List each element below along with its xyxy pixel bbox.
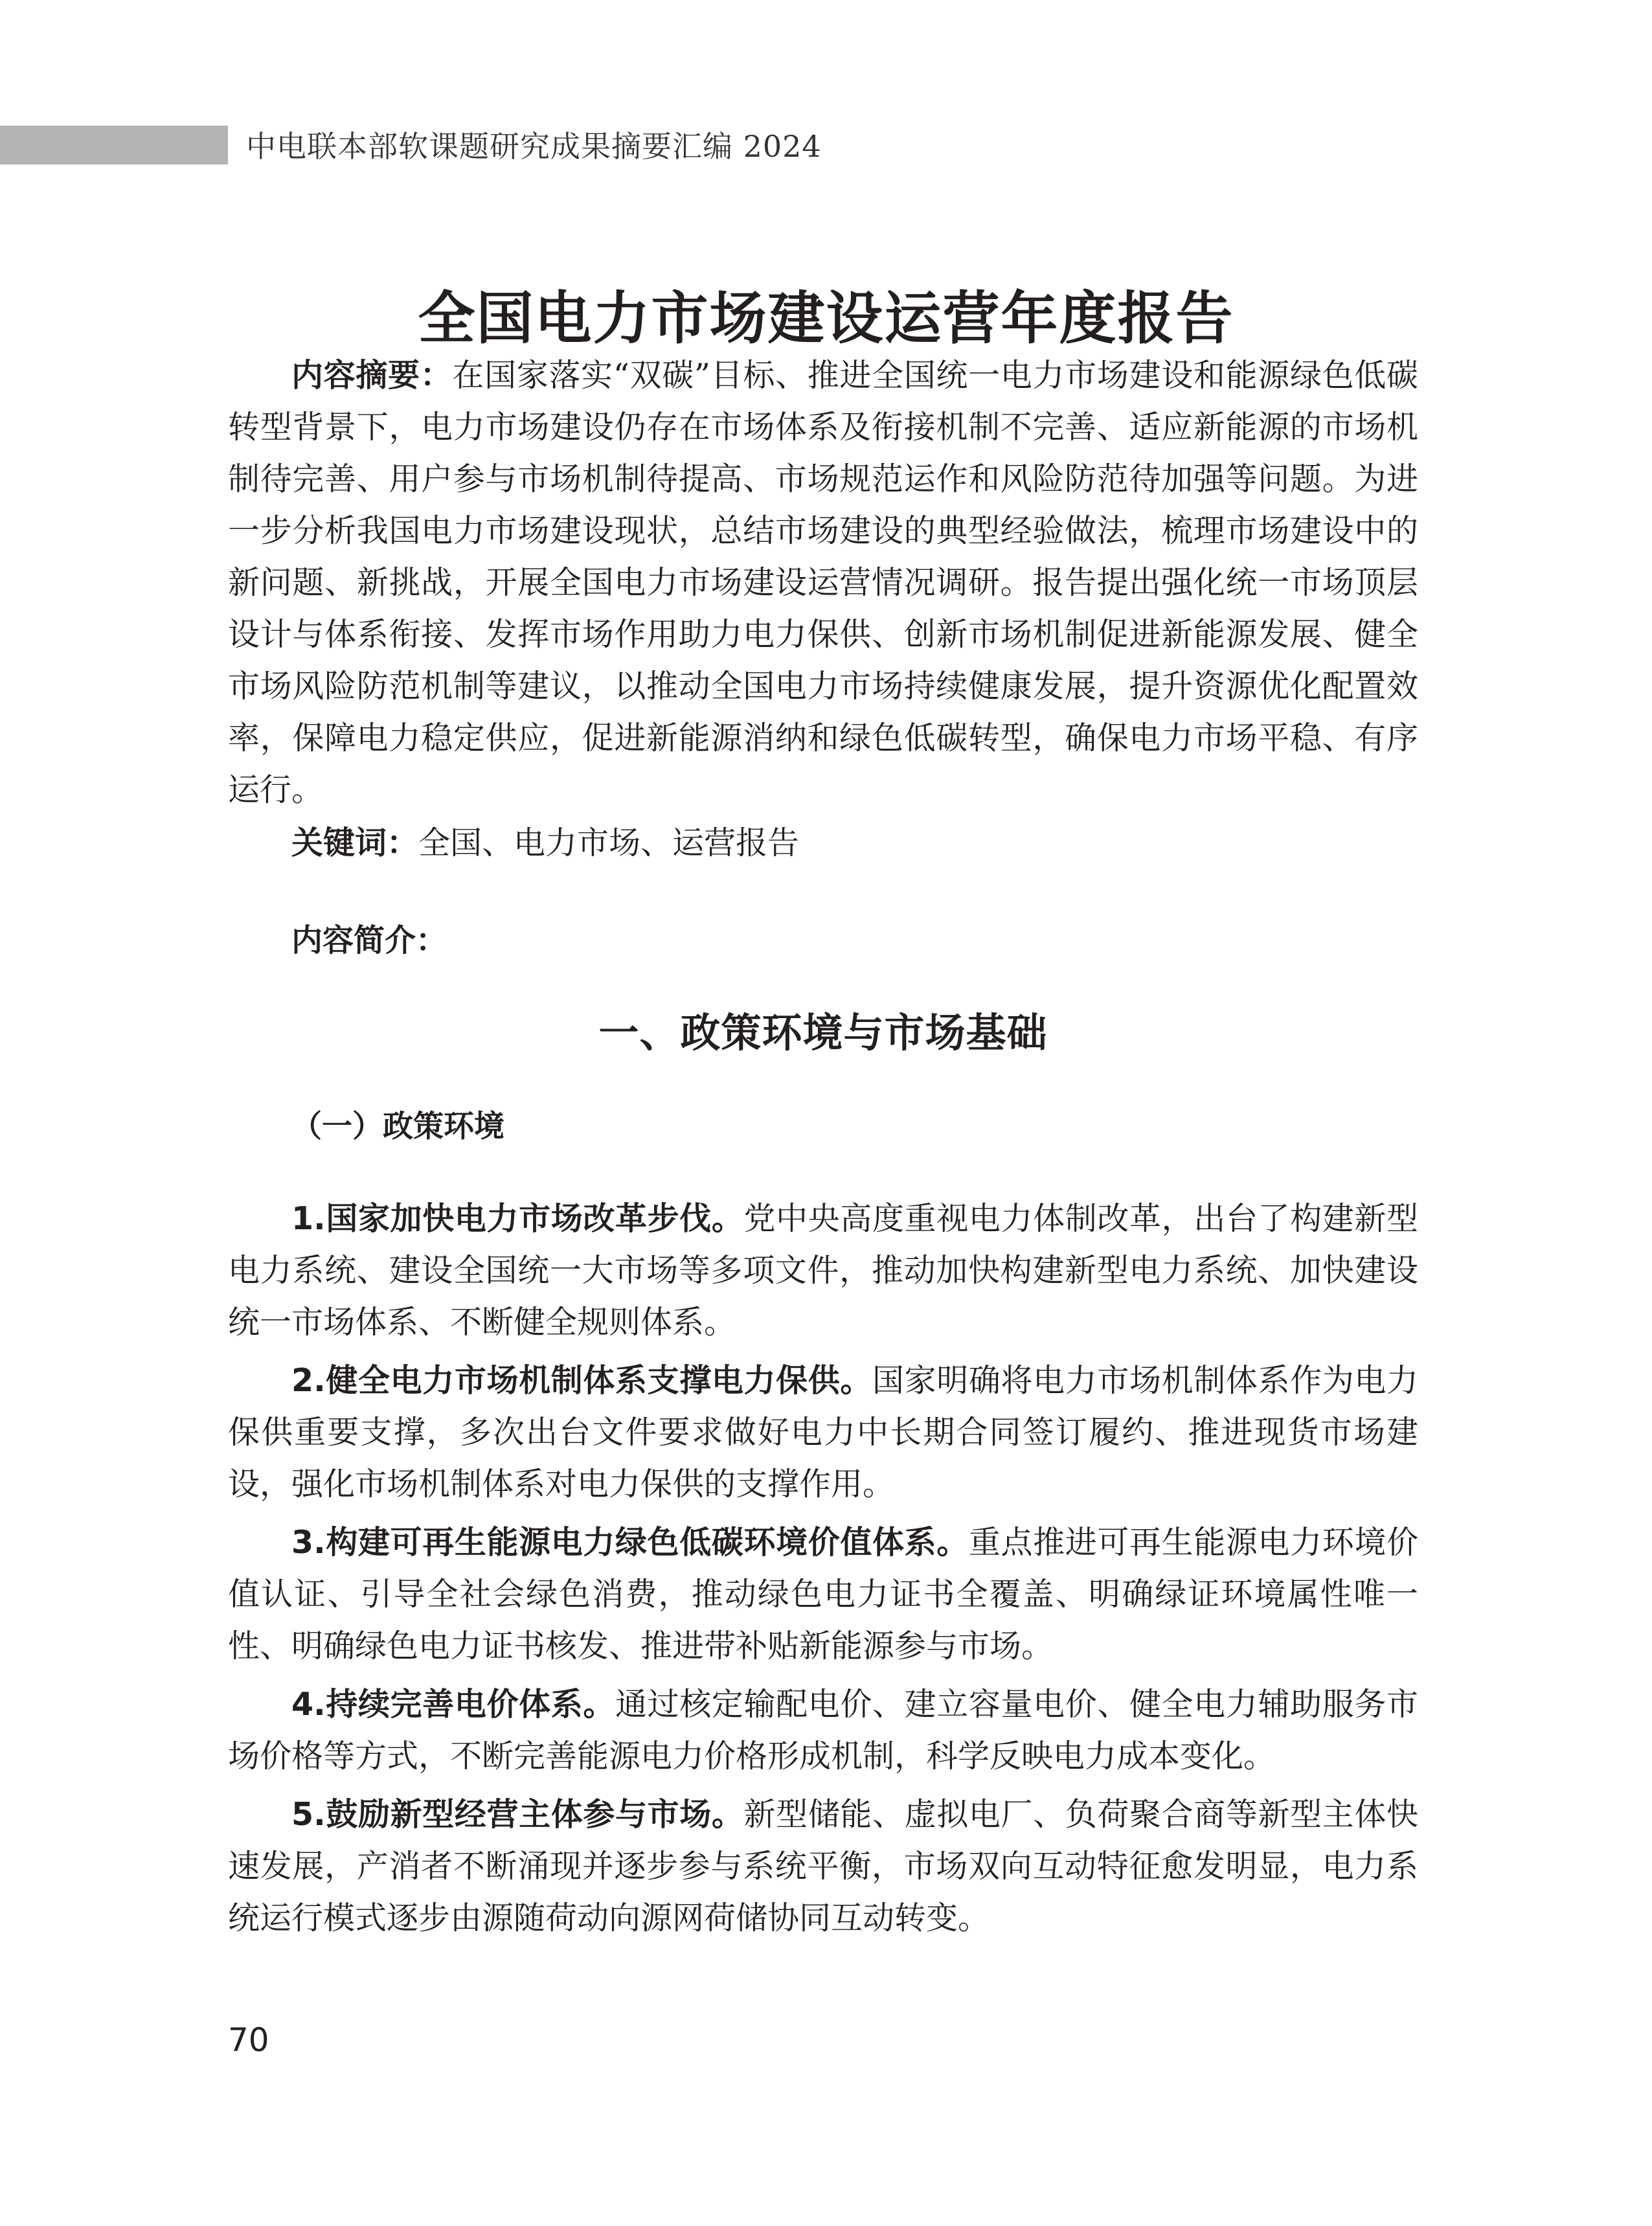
policy-item-text: 国家明确将电力市场机制体系作为电力保供重要支撑，多次出台文件要求做好电力中长期合同签订履约、推进现货市场建设，强化市场机制体系对电力保供的支撑作用。 <box>228 1362 1418 1503</box>
keywords-text: 全国、电力市场、运营报告 <box>418 824 800 861</box>
policy-item-2 <box>228 1355 1418 1510</box>
policy-item-3 <box>228 1517 1418 1672</box>
page-number: 70 <box>228 2021 269 2059</box>
running-header: 中电联本部软课题研究成果摘要汇编 2024 <box>246 129 822 164</box>
policy-item-4 <box>228 1679 1418 1782</box>
keywords-label: 关键词： <box>291 824 419 861</box>
policy-item-lead: 1.国家加快电力市场改革步伐。 <box>291 1200 744 1237</box>
section-heading: 一、政策环境与市场基础 <box>598 1009 1048 1056</box>
content-body <box>228 350 1418 1951</box>
policy-item-lead: 4.持续完善电价体系。 <box>291 1686 615 1723</box>
page-title: 全国电力市场建设运营年度报告 <box>418 284 1234 352</box>
policy-item-lead: 5.鼓励新型经营主体参与市场。 <box>291 1796 744 1833</box>
policy-item-lead: 3.构建可再生能源电力绿色低碳环境价值体系。 <box>291 1524 969 1561</box>
policy-items <box>228 1193 1418 1944</box>
abstract-text: 在国家落实“双碳”目标、推进全国统一电力市场建设和能源绿色低碳转型背景下，电力市场建设仍存在市场体系及衔接机制不完善、适应新能源的市场机制待完善、用户参与市场机制待提高、市场规范运作和风险防范待加强等问题。为进一步分析我国电力市场建设现状，总结市场建设的典型经验做法，梳理市场建设中的新问题、新挑战，开展全国电力市场建设运营情况调研。报告提出强化统一市场顶层设计与体系衔接、发挥市场作用助力电力保供、创新市场机制促进新能源发展、健全市场风险防范机制等建议，以推动全国电力市场持续健康发展，提升资源优化配置效率，保障电力稳定供应，促进新能源消纳和绿色低碳转型，确保电力市场平稳、有序运行。 <box>228 357 1418 808</box>
policy-item-text: 新型储能、虚拟电厂、负荷聚合商等新型主体快速发展，产消者不断涌现并逐步参与系统平衡，市场双向互动特征愈发明显，电力系统运行模式逐步由源随荷动向源网荷储协同互动转变。 <box>228 1796 1418 1936</box>
policy-item-text: 党中央高度重视电力体制改革，出台了构建新型电力系统、建设全国统一大市场等多项文件，推动加快构建新型电力系统、加快建设统一市场体系、不断健全规则体系。 <box>228 1200 1418 1341</box>
policy-item-1 <box>228 1193 1418 1348</box>
intro-label: 内容简介： <box>291 922 447 959</box>
header-decor-bar <box>0 126 228 165</box>
policy-item-5 <box>228 1789 1418 1944</box>
policy-item-text: 重点推进可再生能源电力环境价值认证、引导全社会绿色消费，推动绿色电力证书全覆盖、明确绿证环境属性唯一性、明确绿色电力证书核发、推进带补贴新能源参与市场。 <box>228 1524 1418 1664</box>
abstract-paragraph <box>228 350 1418 816</box>
subsection-heading: （一）政策环境 <box>291 1109 504 1144</box>
policy-item-lead: 2.健全电力市场机制体系支撑电力保供。 <box>291 1362 872 1399</box>
keywords-paragraph <box>228 817 1418 869</box>
policy-item-text: 通过核定输配电价、建立容量电价、健全电力辅助服务市场价格等方式，不断完善能源电力价格形成机制，科学反映电力成本变化。 <box>228 1686 1418 1775</box>
abstract-label: 内容摘要： <box>291 357 453 394</box>
